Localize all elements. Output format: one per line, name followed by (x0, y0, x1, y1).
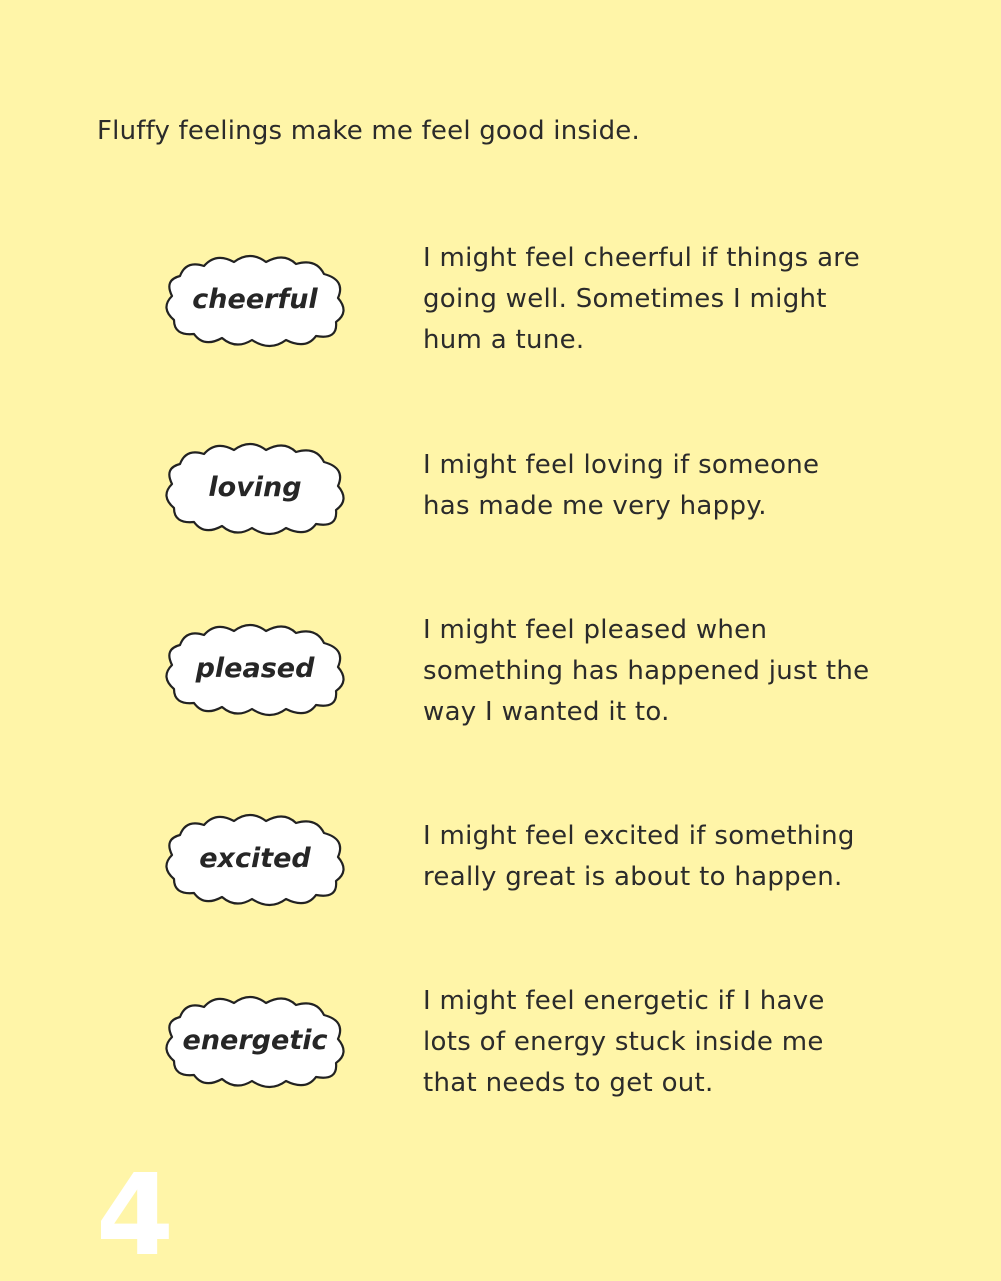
cloud-badge (160, 811, 350, 907)
feeling-description: I might feel excited if something really great is about to happen. (423, 821, 855, 892)
page-number: 4 (96, 1151, 174, 1281)
feeling-word: excited (199, 843, 311, 874)
intro-text: Fluffy feelings make me feel good inside. (97, 116, 640, 146)
feeling-word: energetic (182, 1025, 328, 1056)
cloud-badge (160, 440, 350, 536)
cloud-badge (160, 621, 350, 717)
cloud-badge (160, 993, 350, 1089)
feeling-description: I might feel loving if someone has made me very happy. (423, 450, 820, 521)
feeling-word: loving (208, 472, 302, 503)
feeling-description: I might feel pleased when something has happened just the way I wanted it to. (423, 615, 870, 727)
feeling-description: I might feel cheerful if things are going well. Sometimes I might hum a tune. (423, 243, 861, 355)
feeling-word: pleased (195, 653, 315, 684)
cloud-badge (160, 252, 350, 348)
feeling-word: cheerful (192, 284, 318, 315)
feeling-description: I might feel energetic if I have lots of energy stuck inside me that needs to get out. (423, 986, 825, 1098)
